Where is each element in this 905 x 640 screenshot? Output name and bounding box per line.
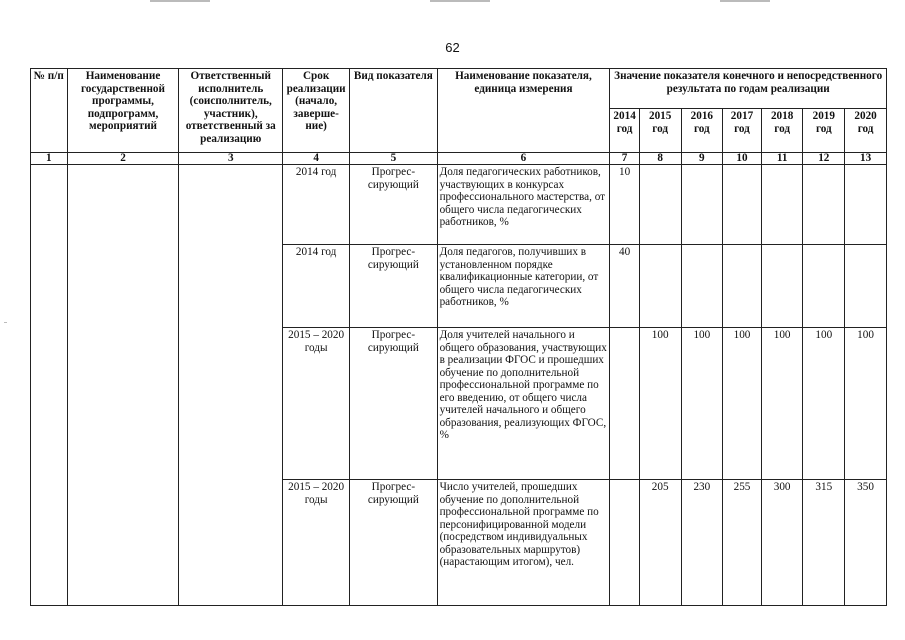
margin-mark [4, 322, 7, 323]
cell-indicator-kind: Прогрес-сирующий [350, 480, 437, 606]
top-edge-mark [720, 0, 770, 2]
cell-program-empty [67, 165, 179, 606]
cell-value-2014: 40 [610, 245, 639, 328]
cell-indicator-kind: Прогрес-сирующий [350, 328, 437, 480]
column-number: 3 [179, 153, 283, 165]
cell-value-2014 [610, 480, 639, 606]
cell-value-2015: 100 [639, 328, 681, 480]
cell-value-2016: 230 [681, 480, 723, 606]
header-executor: Ответственный исполнитель (соисполнитель, участник), ответственный за реализацию [179, 69, 283, 153]
cell-term: 2014 год [283, 165, 350, 245]
cell-executor-empty [179, 165, 283, 606]
column-number: 11 [761, 153, 803, 165]
cell-indicator-name: Доля педагогов, получивших в установленном порядке квалификационные категории, от общего числа педагогических работников, % [437, 245, 610, 328]
cell-value-2016: 100 [681, 328, 723, 480]
column-number: 9 [681, 153, 723, 165]
cell-indicator-kind: Прогрес-сирующий [350, 245, 437, 328]
cell-term: 2014 год [283, 245, 350, 328]
column-number: 13 [845, 153, 887, 165]
cell-value-2017: 255 [723, 480, 762, 606]
column-number: 5 [350, 153, 437, 165]
cell-value-2017 [723, 245, 762, 328]
column-number: 10 [723, 153, 762, 165]
cell-term: 2015 – 2020 годы [283, 328, 350, 480]
header-year-2017: 2017 год [723, 109, 762, 153]
cell-value-2020 [845, 245, 887, 328]
cell-value-2018: 300 [761, 480, 803, 606]
header-indicator-name: Наименование показателя, единица измерения [437, 69, 610, 153]
cell-value-2019 [803, 165, 845, 245]
cell-indicator-name: Число учителей, прошедших обучение по дополнительной профессиональной программе по персонифицированной модели (посредством индивидуальных образовательных маршрутов) (нарастающим итогом), чел. [437, 480, 610, 606]
cell-indicator-name: Доля педагогических работников, участвующих в конкурсах профессионального мастерства, от общего числа педагогических работников, % [437, 165, 610, 245]
header-year-2019: 2019 год [803, 109, 845, 153]
header-year-2016: 2016 год [681, 109, 723, 153]
header-indicator-kind: Вид показателя [350, 69, 437, 153]
column-number: 12 [803, 153, 845, 165]
cell-indicator-kind: Прогрес-сирующий [350, 165, 437, 245]
cell-value-2018 [761, 245, 803, 328]
cell-value-2014: 10 [610, 165, 639, 245]
header-year-2015: 2015 год [639, 109, 681, 153]
cell-value-2018: 100 [761, 328, 803, 480]
cell-value-2015 [639, 165, 681, 245]
cell-value-2018 [761, 165, 803, 245]
header-values-group: Значение показателя конечного и непосредственного результата по годам реализации [610, 69, 887, 109]
indicator-table [30, 68, 887, 606]
cell-value-2015: 205 [639, 480, 681, 606]
column-number: 6 [437, 153, 610, 165]
cell-value-2019 [803, 245, 845, 328]
header-program-name: Наименование государственной программы, подпрограмм, мероприятий [67, 69, 179, 153]
cell-term: 2015 – 2020 годы [283, 480, 350, 606]
cell-value-2014 [610, 328, 639, 480]
top-edge-mark [150, 0, 210, 2]
indicator-table-container [30, 68, 887, 606]
cell-value-2015 [639, 245, 681, 328]
header-year-2014: 2014 год [610, 109, 639, 153]
cell-value-2017: 100 [723, 328, 762, 480]
cell-indicator-name: Доля учителей начального и общего образования, участвующих в реализации ФГОС и прошедших обучение по дополнительной профессиональной программе по его введению, от общего числа учителей начального и общего образования, реализующих ФГОС, % [437, 328, 610, 480]
top-edge-mark [430, 0, 490, 2]
column-number: 4 [283, 153, 350, 165]
cell-value-2020: 100 [845, 328, 887, 480]
cell-value-2017 [723, 165, 762, 245]
cell-value-2020: 350 [845, 480, 887, 606]
header-term: Срок реализации (начало, заверше-ние) [283, 69, 350, 153]
header-row-1 [31, 69, 887, 109]
column-number: 8 [639, 153, 681, 165]
table-row [31, 165, 887, 245]
cell-value-2019: 100 [803, 328, 845, 480]
column-number-row [31, 153, 887, 165]
cell-value-2020 [845, 165, 887, 245]
page-number: 62 [445, 40, 460, 55]
cell-value-2016 [681, 245, 723, 328]
header-year-2018: 2018 год [761, 109, 803, 153]
column-number: 2 [67, 153, 179, 165]
cell-value-2016 [681, 165, 723, 245]
header-year-2020: 2020 год [845, 109, 887, 153]
cell-value-2019: 315 [803, 480, 845, 606]
column-number: 1 [31, 153, 68, 165]
header-number: № п/п [31, 69, 68, 153]
cell-number-empty [31, 165, 68, 606]
column-number: 7 [610, 153, 639, 165]
